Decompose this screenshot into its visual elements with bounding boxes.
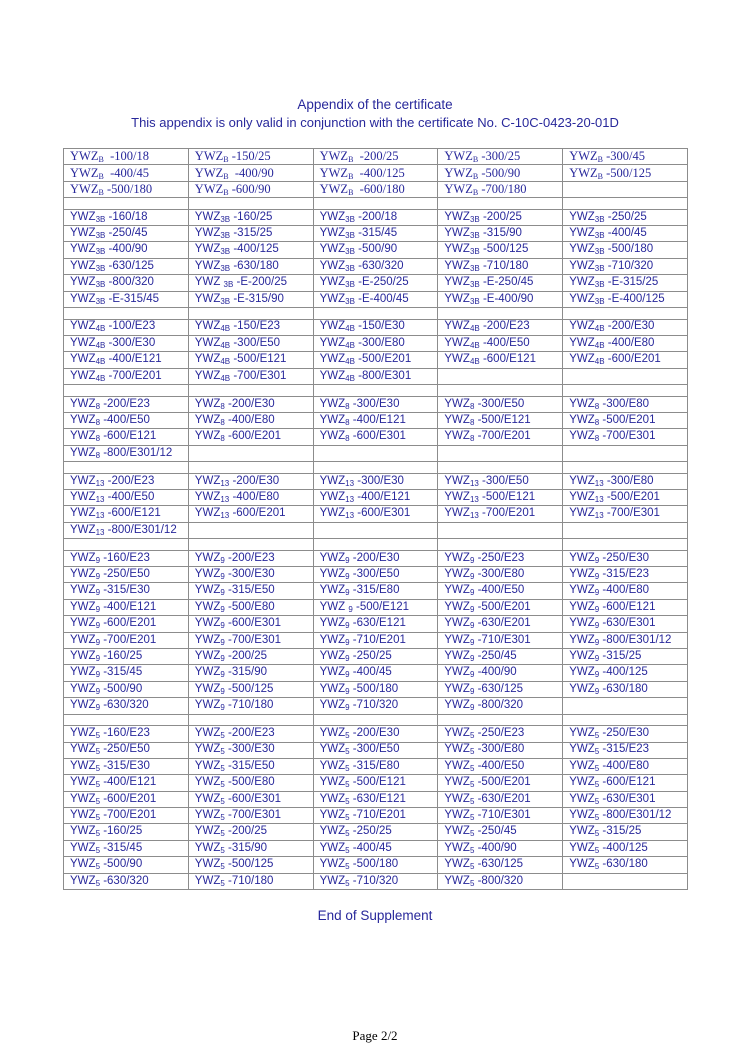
model-cell: $YWZ_8$ -200/E23 (64, 396, 189, 412)
model-cell: $YWZ_9$ -500/125 (188, 681, 313, 697)
model-cell: $YWZ_5$ -160/E23 (64, 726, 189, 742)
table-row (64, 599, 688, 615)
table-row (64, 275, 688, 291)
table-row (64, 522, 688, 538)
model-cell: $YWZ_8$ -300/E80 (563, 396, 688, 412)
model-cell: $YWZ_{3B}$ -630/180 (188, 258, 313, 274)
model-cell: $YWZ_9$ -200/E23 (188, 550, 313, 566)
model-cell: $YWZ_5$ -250/E50 (64, 742, 189, 758)
model-cell: $YWZ_9$ -710/E301 (438, 632, 563, 648)
model-cell: $YWZ_{3B}$ -200/18 (313, 209, 438, 225)
model-cell: $YWZ_5$ -600/E121 (563, 775, 688, 791)
table-row (64, 226, 688, 242)
model-cell: $YWZ_9$ -315/E80 (313, 583, 438, 599)
table-row (64, 396, 688, 412)
model-cell: $YWZ_{4B}$ -200/E30 (563, 319, 688, 335)
table-row (64, 567, 688, 583)
model-cell: $YWZ_5$ -630/125 (438, 857, 563, 873)
model-cell: $YWZ_9$ -315/E23 (563, 567, 688, 583)
table-row (64, 632, 688, 648)
model-cell: $YWZ_B$ -400/45 (64, 165, 189, 181)
model-cell: $YWZ_{3B}$ -E-315/45 (64, 291, 189, 307)
model-cell: $YWZ_{3B}$ -800/320 (64, 275, 189, 291)
table-row (64, 352, 688, 368)
end-of-supplement-note: End of Supplement (317, 908, 433, 923)
model-cell: $YWZ_8$ -600/E201 (188, 429, 313, 445)
model-cell: $YWZ_B$ -600/180 (313, 181, 438, 197)
model-cell: $YWZ_{4B}$ -500/E121 (188, 352, 313, 368)
empty-cell (313, 198, 438, 210)
empty-cell (64, 462, 189, 474)
model-cell: $YWZ_8$ -700/E201 (438, 429, 563, 445)
model-cell: $YWZ_{13}$ -600/E201 (188, 506, 313, 522)
model-cell: $YWZ_B$ -400/90 (188, 165, 313, 181)
model-cell: $YWZ_9$ -250/E50 (64, 567, 189, 583)
empty-cell (313, 385, 438, 397)
table-row (64, 335, 688, 351)
table-row (64, 473, 688, 489)
model-cell: $YWZ_B$ -300/25 (438, 149, 563, 165)
model-cell: $YWZ_{13}$ -600/E301 (313, 506, 438, 522)
table-row (64, 616, 688, 632)
model-cell: $YWZ_{3B}$ -630/125 (64, 258, 189, 274)
empty-cell (563, 181, 688, 197)
model-cell: $YWZ_{3B}$ -500/180 (563, 242, 688, 258)
model-cell: $YWZ_B$ -100/18 (64, 149, 189, 165)
model-cell: $YWZ_{3B}$ -E-315/90 (188, 291, 313, 307)
model-cell: $YWZ_9$ -400/E121 (64, 599, 189, 615)
model-cell: $YWZ_{13}$ -300/E80 (563, 473, 688, 489)
model-cell: $YWZ_9$ -710/180 (188, 698, 313, 714)
empty-cell (188, 198, 313, 210)
model-cell: $YWZ_9$ -500/E201 (438, 599, 563, 615)
model-cell: $YWZ_9$ -600/E121 (563, 599, 688, 615)
model-cell: $YWZ_8$ -600/E121 (64, 429, 189, 445)
model-cell: $YWZ_{13}$ -300/E50 (438, 473, 563, 489)
model-cell: $YWZ_{3B}$ -400/90 (64, 242, 189, 258)
model-cell: $YWZ_{4B}$ -300/E30 (64, 335, 189, 351)
model-cell: $YWZ_{3B}$ -160/18 (64, 209, 189, 225)
table-row (64, 808, 688, 824)
model-cell: $YWZ_{3B}$ -710/320 (563, 258, 688, 274)
table-row (64, 319, 688, 335)
model-cell: $YWZ_{13}$ -600/E121 (64, 506, 189, 522)
model-cell: $YWZ_5$ -400/45 (313, 840, 438, 856)
model-cell: $YWZ_5$ -300/E80 (438, 742, 563, 758)
model-cell: $YWZ_{4B}$ -300/E80 (313, 335, 438, 351)
model-cell: $YWZ_B$ -300/45 (563, 149, 688, 165)
model-cell: $YWZ_5$ -500/90 (64, 857, 189, 873)
empty-cell (313, 539, 438, 551)
model-cell: $YWZ_B$ -500/180 (64, 181, 189, 197)
model-cell: $YWZ_5$ -800/E301/12 (563, 808, 688, 824)
model-cell: $YWZ_5$ -300/E50 (313, 742, 438, 758)
table-row (64, 506, 688, 522)
separator-row (64, 385, 688, 397)
model-cell: YWZ $_9$ -500/E121 (313, 599, 438, 615)
empty-cell (438, 445, 563, 461)
model-cell: $YWZ_8$ -800/E301/12 (64, 445, 189, 461)
model-cell: $YWZ_5$ -200/25 (188, 824, 313, 840)
model-cell: $YWZ_9$ -160/25 (64, 649, 189, 665)
model-cell: $YWZ_5$ -800/320 (438, 873, 563, 889)
model-cell: $YWZ_9$ -315/90 (188, 665, 313, 681)
table-row (64, 726, 688, 742)
empty-cell (188, 522, 313, 538)
model-cell: $YWZ_{13}$ -500/E121 (438, 490, 563, 506)
model-cell: $YWZ_9$ -400/45 (313, 665, 438, 681)
model-cell: $YWZ_5$ -710/E301 (438, 808, 563, 824)
model-cell: $YWZ_9$ -600/E201 (64, 616, 189, 632)
model-cell: $YWZ_{13}$ -400/E80 (188, 490, 313, 506)
model-cell: $YWZ_8$ -300/E30 (313, 396, 438, 412)
model-cell: $YWZ_5$ -300/E30 (188, 742, 313, 758)
model-cell: $YWZ_8$ -500/E201 (563, 412, 688, 428)
empty-cell (438, 714, 563, 726)
empty-cell (188, 385, 313, 397)
model-cell: $YWZ_5$ -400/E121 (64, 775, 189, 791)
empty-cell (64, 539, 189, 551)
model-cell: $YWZ_9$ -250/45 (438, 649, 563, 665)
model-cell: $YWZ_5$ -200/E30 (313, 726, 438, 742)
table-row (64, 649, 688, 665)
model-cell: $YWZ_5$ -700/E201 (64, 808, 189, 824)
model-cell: $YWZ_B$ -500/90 (438, 165, 563, 181)
table-row (64, 873, 688, 889)
model-cell: $YWZ_5$ -700/E301 (188, 808, 313, 824)
table-row (64, 824, 688, 840)
table-row (64, 445, 688, 461)
model-cell: $YWZ_9$ -500/90 (64, 681, 189, 697)
model-cell: $YWZ_{13}$ -200/E30 (188, 473, 313, 489)
empty-cell (563, 308, 688, 320)
model-cell: $YWZ_5$ -630/E121 (313, 791, 438, 807)
model-cell: $YWZ_9$ -700/E201 (64, 632, 189, 648)
model-cell: $YWZ_{3B}$ -E-315/25 (563, 275, 688, 291)
empty-cell (563, 539, 688, 551)
model-cell: $YWZ_{4B}$ -100/E23 (64, 319, 189, 335)
model-cell: $YWZ_9$ -600/E301 (188, 616, 313, 632)
empty-cell (64, 714, 189, 726)
model-cell: $YWZ_5$ -250/25 (313, 824, 438, 840)
model-cell: $YWZ_5$ -500/E121 (313, 775, 438, 791)
empty-cell (188, 445, 313, 461)
page-title: Appendix of the certificate (297, 97, 453, 112)
model-cell: $YWZ_9$ -400/90 (438, 665, 563, 681)
model-cell: $YWZ_{13}$ -800/E301/12 (64, 522, 189, 538)
model-cell: $YWZ_{4B}$ -200/E23 (438, 319, 563, 335)
model-cell: $YWZ_{4B}$ -700/E301 (188, 368, 313, 384)
table-row (64, 490, 688, 506)
model-cell: $YWZ_5$ -160/25 (64, 824, 189, 840)
page-number: Page 2/2 (352, 1028, 398, 1043)
model-cell: $YWZ_9$ -710/320 (313, 698, 438, 714)
table-row (64, 583, 688, 599)
model-cell: $YWZ_B$ -200/25 (313, 149, 438, 165)
model-cell: $YWZ_{13}$ -200/E23 (64, 473, 189, 489)
table-row (64, 149, 688, 165)
model-cell: $YWZ_{3B}$ -250/45 (64, 226, 189, 242)
empty-cell (188, 462, 313, 474)
model-cell: $YWZ_{4B}$ -400/E80 (563, 335, 688, 351)
model-cell: $YWZ_{13}$ -500/E201 (563, 490, 688, 506)
empty-cell (438, 368, 563, 384)
table-row (64, 412, 688, 428)
table-row (64, 181, 688, 197)
model-cell: $YWZ_9$ -250/25 (313, 649, 438, 665)
model-cell: $YWZ_9$ -160/E23 (64, 550, 189, 566)
model-cell: $YWZ_9$ -710/E201 (313, 632, 438, 648)
model-cell: $YWZ_{3B}$ -710/180 (438, 258, 563, 274)
model-cell: $YWZ_B$ -500/125 (563, 165, 688, 181)
table-row (64, 209, 688, 225)
model-cell: $YWZ_5$ -250/E23 (438, 726, 563, 742)
empty-cell (188, 308, 313, 320)
model-cell: $YWZ_B$ -400/125 (313, 165, 438, 181)
empty-cell (563, 698, 688, 714)
model-cell: $YWZ_9$ -400/E50 (438, 583, 563, 599)
model-cell: $YWZ_{3B}$ -500/90 (313, 242, 438, 258)
model-cell: $YWZ_9$ -200/25 (188, 649, 313, 665)
empty-cell (438, 462, 563, 474)
table-row (64, 550, 688, 566)
model-cell: $YWZ_5$ -315/45 (64, 840, 189, 856)
model-cell: $YWZ_{4B}$ -150/E30 (313, 319, 438, 335)
model-cell: $YWZ_9$ -250/E30 (563, 550, 688, 566)
model-cell: $YWZ_5$ -250/E30 (563, 726, 688, 742)
model-cell: $YWZ_{13}$ -300/E30 (313, 473, 438, 489)
model-cell: $YWZ_9$ -300/E80 (438, 567, 563, 583)
empty-cell (563, 714, 688, 726)
model-cell: $YWZ_5$ -630/180 (563, 857, 688, 873)
table-row (64, 840, 688, 856)
table-row (64, 258, 688, 274)
table-row (64, 665, 688, 681)
model-cell: $YWZ_B$ -600/90 (188, 181, 313, 197)
model-cell: $YWZ_5$ -400/90 (438, 840, 563, 856)
model-cell: $YWZ_{3B}$ -315/25 (188, 226, 313, 242)
model-table (63, 148, 688, 890)
model-cell: $YWZ_9$ -400/125 (563, 665, 688, 681)
model-cell: $YWZ_{3B}$ -630/320 (313, 258, 438, 274)
model-cell: $YWZ_5$ -710/320 (313, 873, 438, 889)
model-cell: $YWZ_9$ -300/E50 (313, 567, 438, 583)
model-cell: $YWZ_5$ -200/E23 (188, 726, 313, 742)
empty-cell (313, 445, 438, 461)
model-cell: $YWZ_5$ -600/E201 (64, 791, 189, 807)
empty-cell (438, 198, 563, 210)
separator-row (64, 198, 688, 210)
empty-cell (438, 385, 563, 397)
model-cell: $YWZ_5$ -630/E301 (563, 791, 688, 807)
model-cell: $YWZ_5$ -500/E201 (438, 775, 563, 791)
empty-cell (438, 522, 563, 538)
model-cell: $YWZ_{4B}$ -500/E201 (313, 352, 438, 368)
model-cell: $YWZ_5$ -250/45 (438, 824, 563, 840)
model-cell: $YWZ_8$ -500/E121 (438, 412, 563, 428)
model-cell: $YWZ_9$ -250/E23 (438, 550, 563, 566)
model-cell: $YWZ_5$ -600/E301 (188, 791, 313, 807)
empty-cell (563, 462, 688, 474)
table-row (64, 791, 688, 807)
model-cell: $YWZ_5$ -500/E80 (188, 775, 313, 791)
model-cell: $YWZ_9$ -800/E301/12 (563, 632, 688, 648)
model-cell: $YWZ_9$ -630/E301 (563, 616, 688, 632)
empty-cell (438, 308, 563, 320)
model-cell: $YWZ_5$ -315/E30 (64, 758, 189, 774)
model-cell: $YWZ_5$ -710/E201 (313, 808, 438, 824)
model-cell: $YWZ_8$ -600/E301 (313, 429, 438, 445)
model-cell: $YWZ_9$ -315/E30 (64, 583, 189, 599)
empty-cell (563, 385, 688, 397)
model-cell: $YWZ_9$ -400/E80 (563, 583, 688, 599)
model-cell: $YWZ_{3B}$ -E-400/125 (563, 291, 688, 307)
model-cell: $YWZ_8$ -400/E50 (64, 412, 189, 428)
model-cell: $YWZ_{4B}$ -400/E121 (64, 352, 189, 368)
model-cell: $YWZ_5$ -315/25 (563, 824, 688, 840)
model-cell: $YWZ_8$ -200/E30 (188, 396, 313, 412)
model-cell: $YWZ_5$ -315/E80 (313, 758, 438, 774)
model-cell: $YWZ_{4B}$ -300/E50 (188, 335, 313, 351)
table-row (64, 742, 688, 758)
model-cell: $YWZ_{3B}$ -400/125 (188, 242, 313, 258)
model-cell: $YWZ_{4B}$ -150/E23 (188, 319, 313, 335)
empty-cell (563, 873, 688, 889)
table-row (64, 758, 688, 774)
model-cell: $YWZ_{4B}$ -600/E201 (563, 352, 688, 368)
model-cell: $YWZ_5$ -400/E80 (563, 758, 688, 774)
model-cell: $YWZ_{3B}$ -400/45 (563, 226, 688, 242)
table-row (64, 681, 688, 697)
model-cell: $YWZ_5$ -630/E201 (438, 791, 563, 807)
model-cell: $YWZ_5$ -315/90 (188, 840, 313, 856)
model-cell: $YWZ_5$ -400/E50 (438, 758, 563, 774)
model-cell: $YWZ_{4B}$ -800/E301 (313, 368, 438, 384)
model-cell: $YWZ_B$ -150/25 (188, 149, 313, 165)
separator-row (64, 308, 688, 320)
model-cell: $YWZ_9$ -630/E201 (438, 616, 563, 632)
empty-cell (438, 539, 563, 551)
empty-cell (188, 714, 313, 726)
model-cell: $YWZ_8$ -400/E80 (188, 412, 313, 428)
table-row (64, 698, 688, 714)
empty-cell (563, 522, 688, 538)
model-cell: $YWZ_{4B}$ -700/E201 (64, 368, 189, 384)
model-cell: YWZ $_{3B}$ -E-200/25 (188, 275, 313, 291)
model-cell: $YWZ_{3B}$ -E-250/45 (438, 275, 563, 291)
model-cell: $YWZ_{13}$ -700/E201 (438, 506, 563, 522)
model-cell: $YWZ_{13}$ -400/E50 (64, 490, 189, 506)
model-cell: $YWZ_5$ -315/E50 (188, 758, 313, 774)
table-row (64, 291, 688, 307)
model-cell: $YWZ_9$ -200/E30 (313, 550, 438, 566)
empty-cell (64, 198, 189, 210)
empty-cell (313, 714, 438, 726)
empty-cell (563, 368, 688, 384)
model-cell: $YWZ_5$ -630/320 (64, 873, 189, 889)
separator-row (64, 539, 688, 551)
model-cell: $YWZ_{13}$ -700/E301 (563, 506, 688, 522)
table-row (64, 368, 688, 384)
model-cell: $YWZ_9$ -700/E301 (188, 632, 313, 648)
empty-cell (563, 445, 688, 461)
table-row (64, 857, 688, 873)
empty-cell (563, 198, 688, 210)
model-cell: $YWZ_{13}$ -400/E121 (313, 490, 438, 506)
model-cell: $YWZ_9$ -315/E50 (188, 583, 313, 599)
page-subtitle: This appendix is only valid in conjunction with the certificate No. C-10C-0423-20-01D (131, 115, 619, 130)
model-cell: $YWZ_{3B}$ -E-400/90 (438, 291, 563, 307)
model-cell: $YWZ_5$ -500/125 (188, 857, 313, 873)
model-cell: $YWZ_8$ -400/E121 (313, 412, 438, 428)
model-cell: $YWZ_9$ -500/E80 (188, 599, 313, 615)
model-cell: $YWZ_{3B}$ -315/45 (313, 226, 438, 242)
model-cell: $YWZ_9$ -630/E121 (313, 616, 438, 632)
model-cell: $YWZ_5$ -315/E23 (563, 742, 688, 758)
table-row (64, 775, 688, 791)
model-cell: $YWZ_8$ -700/E301 (563, 429, 688, 445)
empty-cell (64, 308, 189, 320)
table-row (64, 165, 688, 181)
model-cell: $YWZ_{3B}$ -160/25 (188, 209, 313, 225)
model-cell: $YWZ_{3B}$ -250/25 (563, 209, 688, 225)
empty-cell (64, 385, 189, 397)
table-row (64, 242, 688, 258)
empty-cell (313, 522, 438, 538)
model-cell: $YWZ_9$ -500/180 (313, 681, 438, 697)
model-cell: $YWZ_5$ -400/125 (563, 840, 688, 856)
empty-cell (313, 462, 438, 474)
model-cell: $YWZ_{3B}$ -E-400/45 (313, 291, 438, 307)
model-cell: $YWZ_9$ -630/125 (438, 681, 563, 697)
model-cell: $YWZ_9$ -630/180 (563, 681, 688, 697)
model-cell: $YWZ_{3B}$ -315/90 (438, 226, 563, 242)
model-cell: $YWZ_{3B}$ -E-250/25 (313, 275, 438, 291)
model-cell: $YWZ_B$ -700/180 (438, 181, 563, 197)
model-cell: $YWZ_{3B}$ -200/25 (438, 209, 563, 225)
model-cell: $YWZ_5$ -500/180 (313, 857, 438, 873)
separator-row (64, 714, 688, 726)
model-cell: $YWZ_{3B}$ -500/125 (438, 242, 563, 258)
model-cell: $YWZ_9$ -300/E30 (188, 567, 313, 583)
model-cell: $YWZ_{4B}$ -600/E121 (438, 352, 563, 368)
empty-cell (188, 539, 313, 551)
model-cell: $YWZ_{4B}$ -400/E50 (438, 335, 563, 351)
table-row (64, 429, 688, 445)
empty-cell (313, 308, 438, 320)
model-cell: $YWZ_8$ -300/E50 (438, 396, 563, 412)
model-cell: $YWZ_9$ -315/25 (563, 649, 688, 665)
model-cell: $YWZ_9$ -800/320 (438, 698, 563, 714)
model-cell: $YWZ_9$ -630/320 (64, 698, 189, 714)
model-cell: $YWZ_5$ -710/180 (188, 873, 313, 889)
model-cell: $YWZ_9$ -315/45 (64, 665, 189, 681)
separator-row (64, 462, 688, 474)
